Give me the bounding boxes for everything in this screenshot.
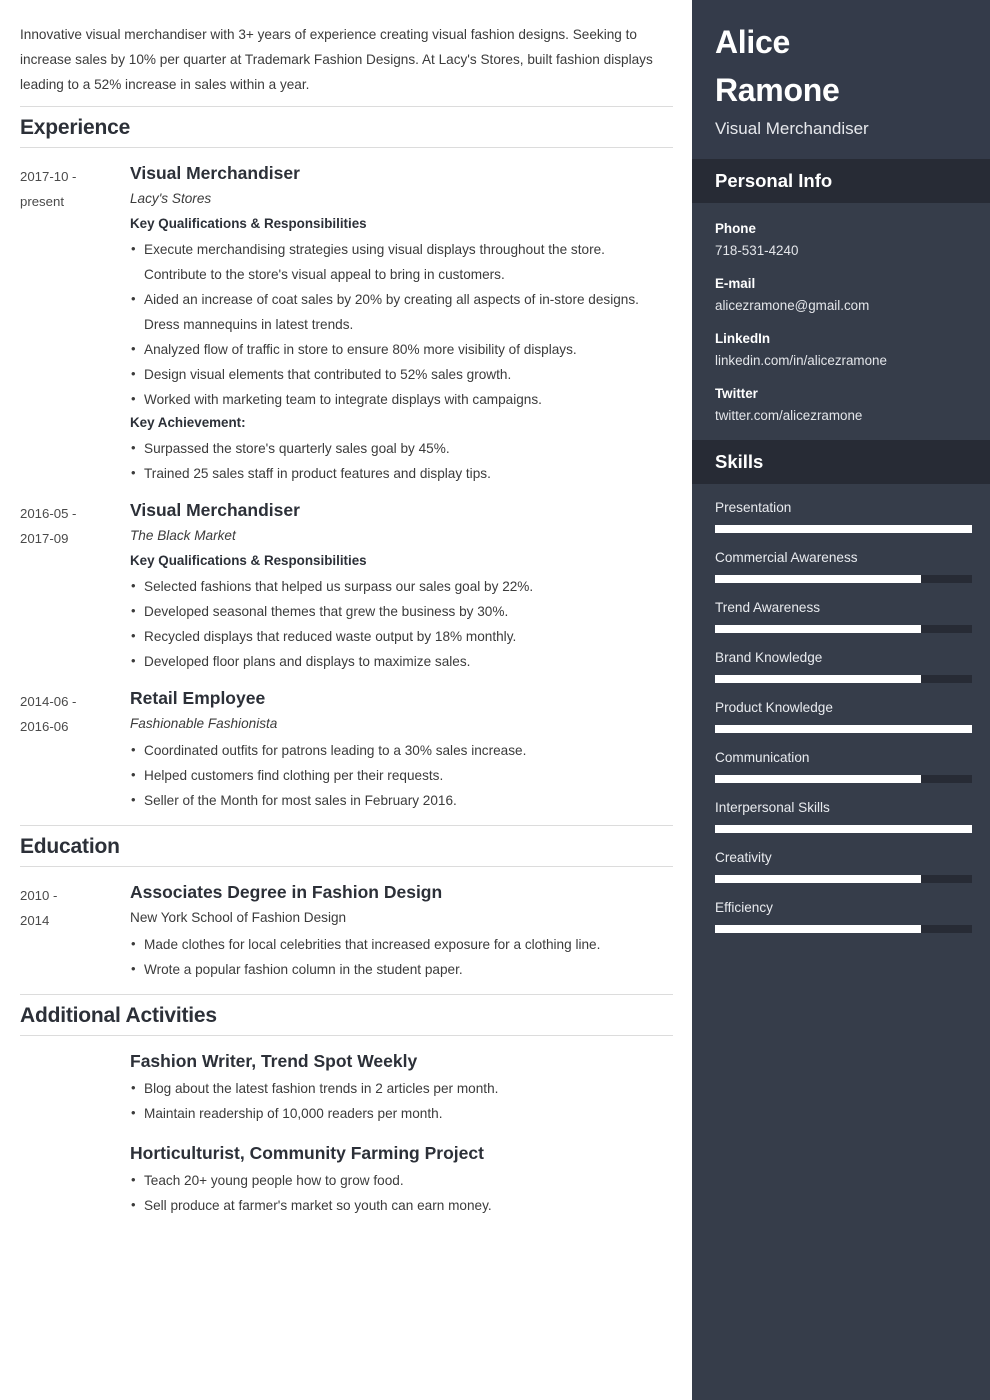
qualifications-heading: Key Qualifications & Responsibilities [130, 553, 367, 568]
experience-entry [20, 686, 673, 813]
experience-entry-date [20, 498, 130, 551]
contact-value[interactable]: 718-531-4240 [715, 243, 799, 258]
skill-label: Creativity [715, 850, 772, 865]
additional-activities-section [20, 994, 673, 1218]
candidate-first-name: Alice [715, 24, 790, 60]
experience-entry-body [130, 498, 673, 674]
contact-label: LinkedIn [715, 331, 771, 346]
skill-bar-track [715, 575, 972, 583]
contact-item-email [715, 274, 970, 316]
company-name: Lacy's Stores [130, 191, 212, 206]
experience-entry [20, 161, 673, 486]
date-to: 2017-09 [20, 531, 69, 546]
contact-value[interactable]: linkedin.com/in/alicezramone [715, 353, 887, 368]
date-from: 2016-05 - [20, 506, 77, 521]
contact-item-phone [715, 219, 970, 261]
activity-entry [130, 1141, 673, 1218]
education-entry-date [20, 880, 130, 933]
spacer [20, 490, 673, 498]
skill-label: Commercial Awareness [715, 550, 858, 565]
degree-title: Associates Degree in Fashion Design [130, 882, 443, 902]
list-item: • Developed seasonal themes that grew the business by 30%. [130, 599, 663, 624]
list-item: • Maintain readership of 10,000 readers per month. [130, 1101, 663, 1126]
list-item: • Sell produce at farmer's market so youth can earn money. [130, 1193, 663, 1218]
list-item: • Trained 25 sales staff in product features and display tips. [130, 461, 663, 486]
education-entry-body [130, 880, 673, 982]
skill-label: Communication [715, 750, 810, 765]
activities-section-header [20, 994, 673, 1036]
skill-bar-track [715, 875, 972, 883]
qualifications-heading: Key Qualifications & Responsibilities [130, 216, 367, 231]
candidate-last-name: Ramone [715, 72, 840, 108]
contact-label: Phone [715, 221, 756, 236]
skill-item [715, 898, 970, 933]
list-item: • Execute merchandising strategies using visual displays throughout the store. Contribute to the store's visual appeal to bring in customers. [130, 237, 663, 287]
contact-item-linkedin [715, 329, 970, 371]
resume-sidebar [692, 0, 990, 1400]
education-detail-list [130, 932, 663, 982]
activity-detail-list [130, 1076, 663, 1126]
school-name: New York School of Fashion Design [130, 910, 347, 925]
skill-bar-track [715, 825, 972, 833]
responsibility-list [130, 237, 663, 412]
spacer [20, 678, 673, 686]
date-to: 2014 [20, 913, 50, 928]
experience-section-title: Experience [20, 116, 131, 139]
skill-bar-fill [715, 675, 921, 683]
education-entry [20, 880, 673, 982]
spacer [20, 986, 673, 994]
contact-item-twitter [715, 384, 970, 426]
list-item: • Made clothes for local celebrities that increased exposure for a clothing line. [130, 932, 663, 957]
activity-title: Horticulturist, Community Farming Project [130, 1143, 484, 1163]
skill-bar-fill [715, 625, 921, 633]
skill-bar-track [715, 775, 972, 783]
list-item: • Recycled displays that reduced waste output by 18% monthly. [130, 624, 663, 649]
skill-label: Presentation [715, 500, 792, 515]
skill-item [715, 798, 970, 833]
education-section [20, 825, 673, 994]
date-to: 2016-06 [20, 719, 69, 734]
responsibility-list [130, 574, 663, 674]
list-item: • Worked with marketing team to integrate displays with campaigns. [130, 387, 663, 412]
skill-bar-fill [715, 725, 972, 733]
skill-item [715, 548, 970, 583]
skill-label: Trend Awareness [715, 600, 821, 615]
contact-label: Twitter [715, 386, 758, 401]
skill-bar-fill [715, 525, 972, 533]
list-item: • Teach 20+ young people how to grow food. [130, 1168, 663, 1193]
skill-bar-fill [715, 575, 921, 583]
activities-section-title: Additional Activities [20, 1004, 217, 1027]
skill-bar-track [715, 925, 972, 933]
experience-section-header [20, 106, 673, 148]
personal-info-list [692, 203, 990, 440]
experience-entry-date [20, 161, 130, 214]
skill-item [715, 598, 970, 633]
experience-section [20, 106, 673, 825]
date-from: 2017-10 - [20, 169, 77, 184]
company-name: Fashionable Fashionista [130, 716, 278, 731]
responsibility-list [130, 738, 663, 813]
list-item: • Aided an increase of coat sales by 20% by creating all aspects of in-store designs. Dress mannequins in latest trends. [130, 287, 663, 337]
achievement-list [130, 436, 663, 486]
skill-bar-track [715, 525, 972, 533]
skill-item [715, 748, 970, 783]
skill-label: Product Knowledge [715, 700, 833, 715]
list-item: • Blog about the latest fashion trends in 2 articles per month. [130, 1076, 663, 1101]
professional-summary: Innovative visual merchandiser with 3+ years of experience creating visual fashion designs. Seeking to increase sales by 10% per quarter at Trademark Fashion Designs. At Lacy's Stores, built fashion displays leading to a 52% increase in sales within a year. [20, 27, 653, 92]
personal-info-header [692, 159, 990, 203]
contact-label: E-mail [715, 276, 756, 291]
skill-item [715, 498, 970, 533]
skills-title: Skills [715, 451, 764, 472]
contact-value[interactable]: alicezramone@gmail.com [715, 298, 870, 313]
sidebar-header [692, 0, 990, 159]
job-title: Visual Merchandiser [130, 500, 300, 520]
skill-bar-fill [715, 825, 972, 833]
experience-entry-body [130, 686, 673, 813]
achievement-heading: Key Achievement: [130, 415, 246, 430]
education-section-title: Education [20, 835, 120, 858]
skills-header [692, 440, 990, 484]
spacer [20, 817, 673, 825]
candidate-job-title: Visual Merchandiser [715, 119, 869, 138]
skills-list [692, 484, 990, 953]
skill-bar-fill [715, 925, 921, 933]
experience-entry-date [20, 686, 130, 739]
list-item: • Selected fashions that helped us surpass our sales goal by 22%. [130, 574, 663, 599]
activity-title: Fashion Writer, Trend Spot Weekly [130, 1051, 418, 1071]
job-title: Visual Merchandiser [130, 163, 300, 183]
education-section-header [20, 825, 673, 867]
skill-item [715, 848, 970, 883]
skill-bar-track [715, 675, 972, 683]
skill-bar-fill [715, 775, 921, 783]
skill-label: Brand Knowledge [715, 650, 823, 665]
job-title: Retail Employee [130, 688, 266, 708]
list-item: • Developed floor plans and displays to maximize sales. [130, 649, 663, 674]
skill-bar-fill [715, 875, 921, 883]
date-from: 2014-06 - [20, 694, 77, 709]
activity-detail-list [130, 1168, 663, 1218]
list-item: • Design visual elements that contributed to 52% sales growth. [130, 362, 663, 387]
list-item: • Surpassed the store's quarterly sales goal by 45%. [130, 436, 663, 461]
contact-value[interactable]: twitter.com/alicezramone [715, 408, 863, 423]
date-from: 2010 - [20, 888, 58, 903]
date-to: present [20, 194, 64, 209]
skill-item [715, 698, 970, 733]
list-item: • Analyzed flow of traffic in store to ensure 80% more visibility of displays. [130, 337, 663, 362]
skill-label: Interpersonal Skills [715, 800, 830, 815]
skill-bar-track [715, 725, 972, 733]
company-name: The Black Market [130, 528, 236, 543]
activity-entry [130, 1049, 673, 1126]
experience-entry [20, 498, 673, 674]
list-item: • Seller of the Month for most sales in February 2016. [130, 788, 663, 813]
list-item: • Wrote a popular fashion column in the student paper. [130, 957, 663, 982]
skill-bar-track [715, 625, 972, 633]
personal-info-title: Personal Info [715, 170, 833, 191]
list-item: • Coordinated outfits for patrons leading to a 30% sales increase. [130, 738, 663, 763]
list-item: • Helped customers find clothing per their requests. [130, 763, 663, 788]
skill-item [715, 648, 970, 683]
experience-entry-body [130, 161, 673, 486]
skill-label: Efficiency [715, 900, 773, 915]
